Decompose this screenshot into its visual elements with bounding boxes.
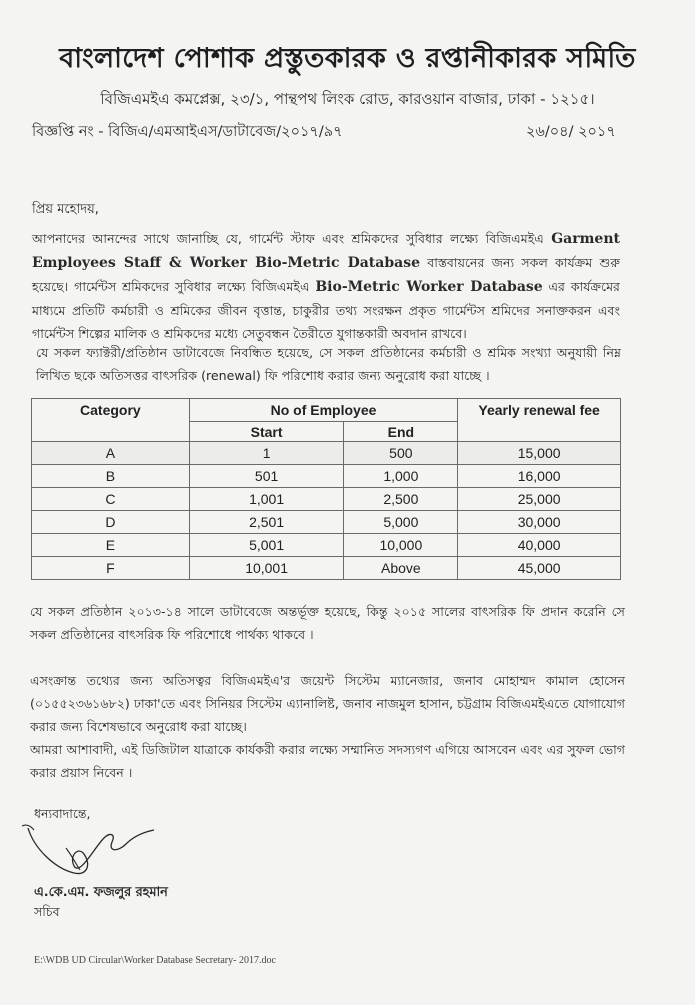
header-category: Category (32, 399, 190, 442)
organization-title: বাংলাদেশ পোশাক প্রস্তুতকারক ও রপ্তানীকারক সমিতি (59, 43, 636, 74)
paragraph-closing-hope: আমরা আশাবাদী, এই ডিজিটাল যাত্রাকে কার্যকরী করার লক্ষ্যে সম্মানিত সদস্যগণ এগিয়ে আসবেন এবং এর সুফল ভোগ করার প্রয়াস নিবেন । (30, 742, 625, 780)
reference-number: বিজ্ঞপ্তি নং - বিজিএ/এমআইএস/ডাটাবেজ/২০১৭/৯৭ (32, 124, 343, 140)
cell-end: 500 (344, 442, 458, 465)
cell-end: 2,500 (344, 488, 458, 511)
header-end: End (344, 422, 458, 442)
cell-end: 5,000 (344, 511, 458, 534)
fee-table-row (32, 511, 621, 534)
signer-designation: সচিব (34, 904, 60, 919)
letter-date: ২৬/০৪/ ২০১৭ (526, 124, 616, 140)
cell-start: 1 (189, 442, 344, 465)
cell-end: 10,000 (344, 534, 458, 557)
signer-name: এ.কে.এম. ফজলুর রহমান (34, 885, 168, 900)
paragraph-contact: এসংক্রান্ত তথ্যের জন্য অতিসত্বর বিজিএমইএ'র জয়েন্ট সিস্টেম ম্যানেজার, জনাব মোহাম্মদ কামাল হোসেন (০১৫৫২৩৬১৬৮২) ঢাকা'তে এবং সিনিয়র সিস্টেম এ্যানালিষ্ট, জনাব নাজমুল হাসান, চট্টগ্রাম বিজিএমইএতে যোগাযোগ করার জন্য বিশেষভাবে অনুরোধ করা যাচ্ছে। (30, 673, 625, 734)
cell-start: 5,001 (189, 534, 344, 557)
header-yearly-fee: Yearly renewal fee (458, 399, 621, 442)
fee-table-body (32, 442, 621, 580)
intro-text-c: বাস্তবায়নের জন্য সকল কার্যক্রম শুরু হয়েছে। গার্মেন্টস শ্রমিকদের সুবিধার লক্ষ্যে বিজিএমইএ (32, 255, 620, 294)
cell-fee: 15,000 (458, 442, 621, 465)
cell-fee: 40,000 (458, 534, 621, 557)
cell-start: 10,001 (189, 557, 344, 580)
cell-category: D (32, 511, 190, 534)
paragraph-renewal-request: যে সকল ফ্যাক্টরী/প্রতিষ্ঠান ডাটাবেজে নিবন্ধিত হয়েছে, সে সকল প্রতিষ্ঠানের কর্মচারী ও শ্রমিক সংখ্যা অনুযায়ী নিম্ন লিখিত ছকে অতিসত্তর বাৎসরিক (renewal) ফি পরিশোধ করার জন্য অনুরোধ করা যাচ্ছে । (36, 345, 621, 383)
database-name-short: Bio-Metric Worker Database (315, 279, 543, 295)
cell-fee: 30,000 (458, 511, 621, 534)
header-no-of-employee: No of Employee (189, 399, 458, 422)
fee-table-row (32, 488, 621, 511)
salutation: প্রিয় মহোদয়, (32, 202, 99, 217)
handwritten-signature (14, 808, 164, 883)
cell-start: 501 (189, 465, 344, 488)
cell-end: Above (344, 557, 458, 580)
cell-fee: 16,000 (458, 465, 621, 488)
cell-category: E (32, 534, 190, 557)
cell-end: 1,000 (344, 465, 458, 488)
cell-fee: 25,000 (458, 488, 621, 511)
cell-category: A (32, 442, 190, 465)
database-name-full: Garment Employees Staff & Worker Bio-Metric Database (32, 231, 620, 271)
organization-address: বিজিএমইএ কমপ্লেক্স, ২৩/১, পান্থপথ লিংক রোড, কারওয়ান বাজার, ঢাকা - ১২১৫। (100, 90, 595, 108)
file-path-footer: E:\WDB UD Circular\Worker Database Secretary- 2017.doc (34, 955, 276, 966)
cell-start: 1,001 (189, 488, 344, 511)
intro-text-a: আপনাদের আনন্দের সাথে জানাচ্ছি যে, গার্মেন্ট স্টাফ এবং শ্রমিকদের সুবিধার লক্ষ্যে বিজিএমইএ (32, 231, 552, 246)
fee-table-row (32, 465, 621, 488)
cell-category: C (32, 488, 190, 511)
closing-thanks: ধন্যবাদান্তে, (34, 806, 91, 821)
fee-table-row (32, 557, 621, 580)
intro-text-e: এর কার্যক্রমের মাধ্যমে প্রতিটি কর্মচারী ও শ্রমিকের জীবন বৃত্তান্ত, চাকুরীর তথ্য সংরক্ষন প্রকৃত গার্মেন্টস শ্রমিদের সনাক্তকরন এবং গার্মেন্টস শিল্পের মালিক ও শ্রমিকদের মধ্যে সেতুবন্ধন তৈরীতে যুগান্তকারী অবদান রাখবে। (32, 279, 620, 341)
fee-table-row (32, 442, 621, 465)
cell-fee: 45,000 (458, 557, 621, 580)
fee-table-row (32, 534, 621, 557)
renewal-fee-table (31, 398, 621, 580)
paragraph-intro (32, 227, 620, 345)
cell-start: 2,501 (189, 511, 344, 534)
paragraph-fee-difference: যে সকল প্রতিষ্ঠান ২০১৩-১৪ সালে ডাটাবেজে অন্তর্ভূক্ত হয়েছে, কিন্তু ২০১৫ সালের বাৎসরিক ফি প্রদান করেনি সে সকল প্রতিষ্ঠানের বাৎসরিক ফি পরিশোধে পার্থক্য থাকবে । (30, 604, 625, 642)
header-start: Start (189, 422, 344, 442)
cell-category: B (32, 465, 190, 488)
cell-category: F (32, 557, 190, 580)
